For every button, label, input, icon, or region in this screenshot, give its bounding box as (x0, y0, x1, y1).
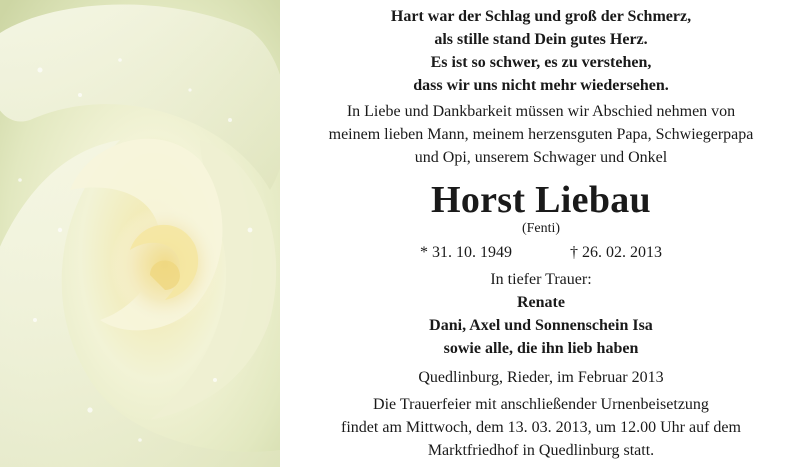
poem-line-1: Hart war der Schlag und groß der Schmerz, (390, 8, 692, 25)
notice-text (282, 0, 800, 467)
birth-date: * 31. 10. 1949 (420, 244, 512, 261)
intro-line-2: meinem lieben Mann, meinem herzensguten Papa, Schwiegerpapa (328, 126, 754, 143)
poem-line-2: als stille stand Dein gutes Herz. (434, 31, 648, 48)
funeral-line-2: findet am Mittwoch, dem 13. 03. 2013, um 12.00 Uhr auf dem (341, 419, 741, 436)
poem-line-4: dass wir uns nicht mehr wiedersehen. (413, 77, 669, 94)
death-date: † 26. 02. 2013 (570, 244, 662, 261)
funeral-line-3: Marktfriedhof in Quedlinburg statt. (427, 442, 655, 459)
intro-line-3: und Opi, unserem Schwager und Onkel (414, 149, 668, 166)
mourner-1: Renate (517, 294, 565, 311)
place-date: Quedlinburg, Rieder, im Februar 2013 (418, 369, 664, 386)
mourner-3: sowie alle, die ihn lieb haben (443, 340, 639, 357)
life-dates (282, 242, 800, 264)
white-rose-image (0, 0, 280, 467)
mourner-2: Dani, Axel und Sonnenschein Isa (429, 317, 653, 334)
intro-line-1: In Liebe und Dankbarkeit müssen wir Abschied nehmen von (346, 103, 736, 120)
deceased-nickname: (Fenti) (521, 221, 561, 236)
poem-line-3: Es ist so schwer, es zu verstehen, (430, 54, 652, 71)
deceased-name: Horst Liebau (430, 179, 651, 221)
mourning-heading: In tiefer Trauer: (490, 271, 592, 288)
funeral-line-1: Die Trauerfeier mit anschließender Urnenbeisetzung (373, 396, 709, 413)
